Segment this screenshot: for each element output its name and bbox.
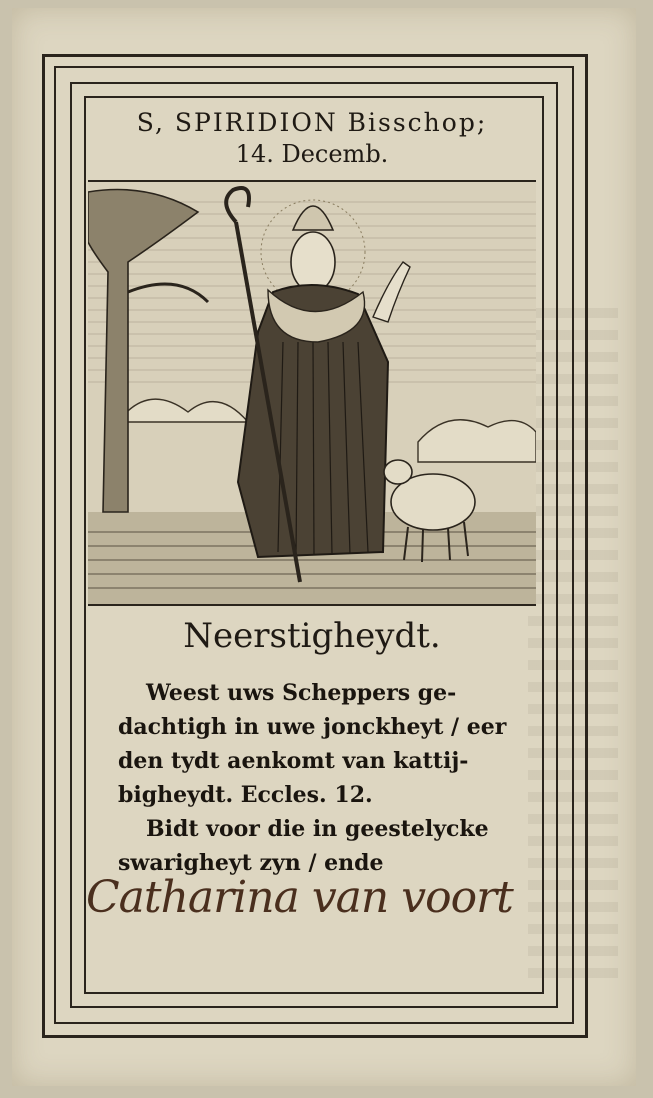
text-line-6: swarigheyt zyn / ende: [118, 850, 384, 876]
virtue-heading: Neerstigheydt.: [183, 616, 441, 656]
bishop-engraving-illustration: [88, 182, 536, 604]
handwritten-signature: Catharina van voort: [86, 872, 513, 923]
title-box: [88, 100, 536, 180]
text-line-1: Weest uws Scheppers ge-: [146, 680, 457, 706]
text-line-3: den tydt aenkomt van kattij-: [118, 748, 469, 774]
text-line-5: Bidt voor die in geestelycke: [146, 816, 489, 842]
devotional-text: [118, 676, 538, 880]
feast-date: 14. Decemb.: [235, 140, 389, 168]
text-line-2: dachtigh in uwe jonckheyt / eer: [118, 714, 507, 740]
text-line-4: bigheydt. Eccles. 12.: [118, 782, 373, 808]
saint-title: S, SPIRIDION Bisschop;: [136, 108, 488, 137]
engraving: [88, 180, 536, 606]
